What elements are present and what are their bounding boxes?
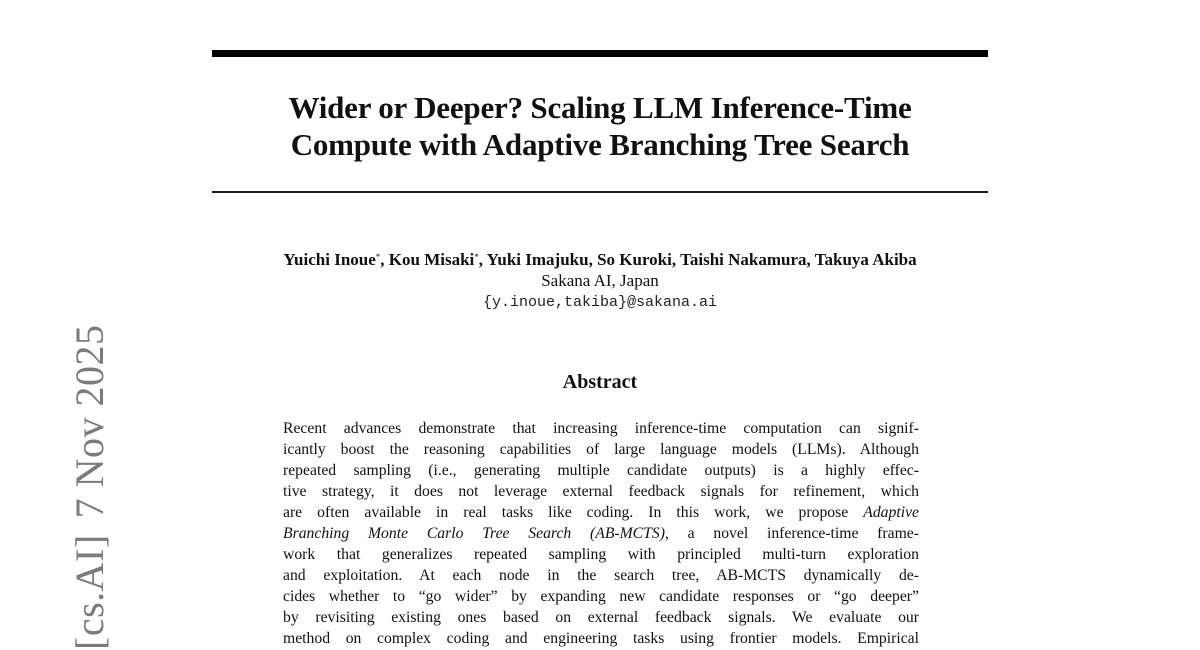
abstract-line [283,481,919,502]
title-top-rule [212,50,988,57]
abstract-text: by revisiting existing ones based on external feedback signals. We evaluate our [283,609,919,626]
arxiv-category: [cs.AI] [67,534,112,650]
abstract-text: repeated sampling (i.e., generating multiple candidate outputs) is a highly effec- [283,462,919,479]
arxiv-watermark [67,324,112,650]
abstract-line [283,544,919,565]
abstract-line [283,565,919,586]
abstract-line [283,607,919,628]
abstract-text: Recent advances demonstrate that increasing inference-time computation can signif- [283,420,919,437]
paper-title-line-2: Compute with Adaptive Branching Tree Search [290,127,910,162]
author-name: Yuki Imajuku [486,250,589,269]
title-bottom-rule [212,191,988,193]
abstract-line [283,460,919,481]
abstract-text: tive strategy, it does not leverage external feedback signals for refinement, which [283,483,919,500]
affiliation: Sakana AI, Japan [541,271,659,290]
abstract-text: method on complex coding and engineering tasks using frontier models. Empirical [283,630,919,647]
abstract-emphasis: Adaptive [863,504,919,521]
abstract-body [283,418,919,649]
abstract-line [283,439,919,460]
abstract-line [283,523,919,544]
abstract-line [283,502,919,523]
paper-title [212,89,988,163]
author-name: So Kuroki [597,250,672,269]
author-list: Yuichi Inoue*, Kou Misaki*, Yuki Imajuku, So Kuroki, Taishi Nakamura, Takuya Akiba [283,250,917,269]
abstract-text: work that generalizes repeated sampling with principled multi-turn exploration [283,546,919,563]
equal-contribution-mark: * [375,252,381,262]
abstract-line [283,586,919,607]
author-name: Yuichi Inoue [283,250,376,269]
contact-email: {y.inoue,takiba}@sakana.ai [482,294,718,311]
paper-title-line-1: Wider or Deeper? Scaling LLM Inference-Time [288,90,912,125]
author-name: Kou Misaki [388,250,475,269]
abstract-line [283,628,919,649]
abstract-emphasis: Branching Monte Carlo Tree Search (AB-MCTS) [283,525,665,542]
abstract-text: icantly boost the reasoning capabilities of large language models (LLMs). Although [283,441,919,458]
abstract-text: and exploitation. At each node in the search tree, AB-MCTS dynamically de- [283,567,919,584]
abstract-text: are often available in real tasks like coding. In this work, we propose [283,504,864,521]
abstract-heading: Abstract [562,371,638,393]
author-name: Takuya Akiba [814,250,917,269]
author-name: Taishi Nakamura [680,250,807,269]
arxiv-date: 7 Nov 2025 [67,324,112,519]
abstract-text: cides whether to “go wider” by expanding new candidate responses or “go deeper” [283,588,919,605]
abstract-line [283,418,919,439]
equal-contribution-mark: * [474,252,479,262]
abstract-text: , a novel inference-time frame- [664,525,919,542]
